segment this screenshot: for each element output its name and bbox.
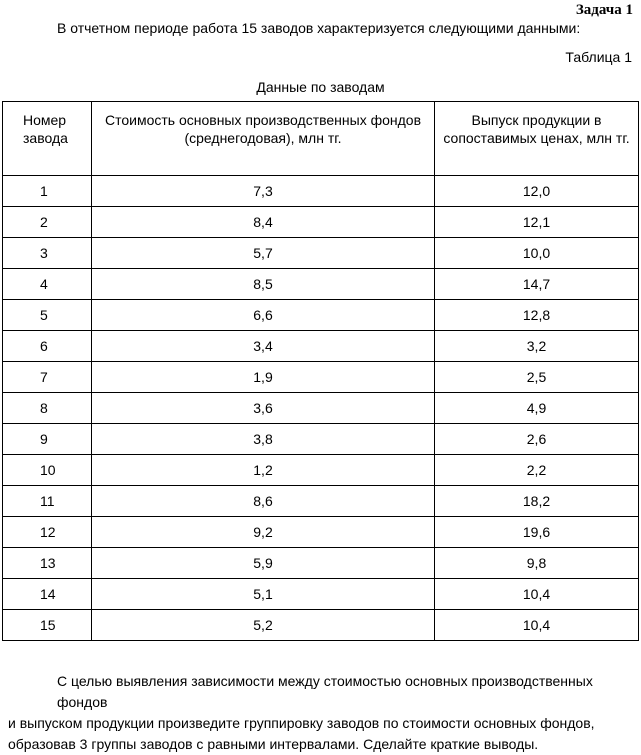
cell-output: 10,0 (435, 238, 639, 269)
cell-factory-number: 11 (3, 486, 92, 517)
table-label: Таблица 1 (565, 49, 632, 65)
table-row (3, 269, 639, 300)
cell-fixed-assets-cost: 3,4 (92, 331, 435, 362)
cell-fixed-assets-cost: 9,2 (92, 517, 435, 548)
cell-fixed-assets-cost: 8,4 (92, 207, 435, 238)
cell-factory-number: 6 (3, 331, 92, 362)
task-title: Задача 1 (575, 2, 633, 18)
cell-fixed-assets-cost: 8,5 (92, 269, 435, 300)
table-row (3, 176, 639, 207)
cell-fixed-assets-cost: 3,8 (92, 424, 435, 455)
cell-factory-number: 1 (3, 176, 92, 207)
table-row (3, 238, 639, 269)
cell-fixed-assets-cost: 1,2 (92, 455, 435, 486)
table-row (3, 300, 639, 331)
table-row (3, 455, 639, 486)
table-row (3, 517, 639, 548)
cell-output: 10,4 (435, 579, 639, 610)
cell-output: 10,4 (435, 610, 639, 641)
cell-output: 14,7 (435, 269, 639, 300)
factories-table (2, 101, 639, 641)
cell-output: 9,8 (435, 548, 639, 579)
cell-output: 2,5 (435, 362, 639, 393)
cell-fixed-assets-cost: 8,6 (92, 486, 435, 517)
conclusion-line: С целью выявления зависимости между стоимостью основных производственных фондов (57, 673, 593, 710)
cell-factory-number: 3 (3, 238, 92, 269)
cell-output: 2,2 (435, 455, 639, 486)
cell-factory-number: 14 (3, 579, 92, 610)
table-row (3, 579, 639, 610)
table-row (3, 486, 639, 517)
conclusion-text (8, 671, 636, 755)
cell-output: 2,6 (435, 424, 639, 455)
conclusion-line: и выпуском продукции произведите группировку заводов по стоимости основных фондов, (8, 715, 595, 731)
intro-text: В отчетном периоде работа 15 заводов характеризуется следующими данными: (57, 20, 581, 36)
cell-factory-number: 8 (3, 393, 92, 424)
cell-fixed-assets-cost: 5,9 (92, 548, 435, 579)
cell-output: 18,2 (435, 486, 639, 517)
cell-fixed-assets-cost: 3,6 (92, 393, 435, 424)
cell-fixed-assets-cost: 7,3 (92, 176, 435, 207)
cell-factory-number: 5 (3, 300, 92, 331)
cell-output: 4,9 (435, 393, 639, 424)
cell-output: 12,0 (435, 176, 639, 207)
header-factory-number: Номер завода (3, 102, 92, 176)
table-row (3, 424, 639, 455)
cell-output: 19,6 (435, 517, 639, 548)
cell-factory-number: 9 (3, 424, 92, 455)
table-row (3, 548, 639, 579)
cell-fixed-assets-cost: 6,6 (92, 300, 435, 331)
table-row (3, 207, 639, 238)
cell-factory-number: 7 (3, 362, 92, 393)
cell-fixed-assets-cost: 1,9 (92, 362, 435, 393)
cell-fixed-assets-cost: 5,7 (92, 238, 435, 269)
cell-factory-number: 13 (3, 548, 92, 579)
cell-factory-number: 10 (3, 455, 92, 486)
table-header-row (3, 102, 639, 176)
cell-factory-number: 4 (3, 269, 92, 300)
cell-fixed-assets-cost: 5,1 (92, 579, 435, 610)
header-output: Выпуск продукции в сопоставимых ценах, млн тг. (435, 102, 639, 176)
cell-factory-number: 15 (3, 610, 92, 641)
table-row (3, 393, 639, 424)
table-row (3, 362, 639, 393)
table-row (3, 610, 639, 641)
table-caption: Данные по заводам (256, 79, 385, 95)
header-fixed-assets-cost: Стоимость основных производственных фондов (среднегодовая), млн тг. (92, 102, 435, 176)
cell-output: 12,1 (435, 207, 639, 238)
table-row (3, 331, 639, 362)
cell-factory-number: 12 (3, 517, 92, 548)
conclusion-line: образовав 3 группы заводов с равными интервалами. Сделайте краткие выводы. (8, 736, 539, 752)
cell-output: 12,8 (435, 300, 639, 331)
cell-fixed-assets-cost: 5,2 (92, 610, 435, 641)
cell-output: 3,2 (435, 331, 639, 362)
cell-factory-number: 2 (3, 207, 92, 238)
